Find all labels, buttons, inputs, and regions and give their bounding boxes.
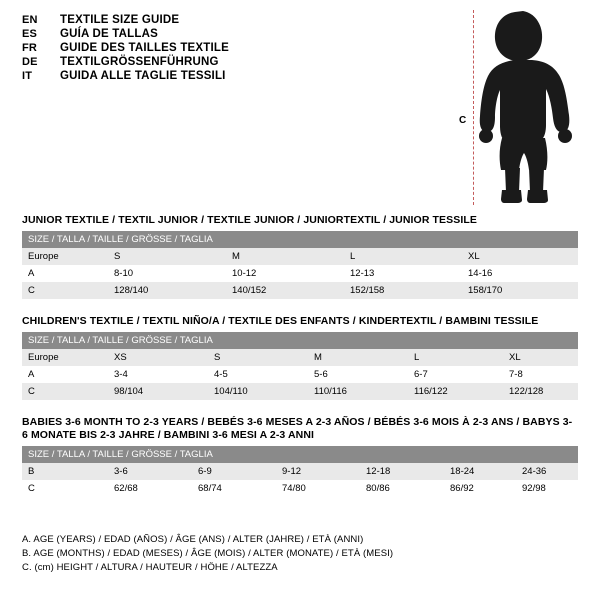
- cell: L: [408, 349, 503, 366]
- table-row: [22, 349, 578, 366]
- row-label: B: [22, 463, 108, 480]
- cell: L: [344, 248, 462, 265]
- row-label: Europe: [22, 248, 108, 265]
- table-header-row: [22, 446, 578, 463]
- cell: 98/104: [108, 383, 208, 400]
- header-row: [22, 28, 442, 40]
- header-title-es: GUÍA DE TALLAS: [60, 28, 158, 40]
- cell: 10-12: [226, 265, 344, 282]
- cell: 152/158: [344, 282, 462, 299]
- header-title-it: GUIDA ALLE TAGLIE TESSILI: [60, 70, 226, 82]
- cell: 110/116: [308, 383, 408, 400]
- cell: 6-7: [408, 366, 503, 383]
- section-babies: [22, 416, 578, 497]
- table-header-row: [22, 231, 578, 248]
- height-guide-line: [473, 10, 474, 205]
- child-figure: [455, 10, 590, 205]
- cell: 24-36: [516, 463, 578, 480]
- cell: M: [308, 349, 408, 366]
- section-children-title: CHILDREN'S TEXTILE / TEXTIL NIÑO/A / TEXTILE DES ENFANTS / KINDERTEXTIL / BAMBINI TESSILE: [22, 315, 539, 327]
- height-measure-label: C: [459, 115, 467, 126]
- header: [22, 14, 442, 84]
- header-title-fr: GUIDE DES TAILLES TEXTILE: [60, 42, 229, 54]
- cell: 12-18: [360, 463, 444, 480]
- table-header-row: [22, 332, 578, 349]
- header-row: [22, 56, 442, 68]
- table-row: [22, 265, 578, 282]
- section-junior: [22, 214, 578, 299]
- header-lang-it: IT: [22, 70, 33, 82]
- children-size-table: [22, 332, 578, 400]
- section-babies-title: BABIES 3-6 MONTH TO 2-3 YEARS / BEBÉS 3-6 MESES A 2-3 AÑOS / BÉBÉS 3-6 MOIS À 2-3 ANS / BABYS 3-6 MONATE BIS 2-3 JAHRE / BAMBINI 3-6 MESI A 2-3 ANNI: [22, 416, 573, 441]
- header-row: [22, 70, 442, 82]
- table-row: [22, 248, 578, 265]
- cell: XS: [108, 349, 208, 366]
- cell: XL: [503, 349, 578, 366]
- cell: 158/170: [462, 282, 578, 299]
- cell: 80/86: [360, 480, 444, 497]
- cell: XL: [462, 248, 578, 265]
- cell: 3-6: [108, 463, 192, 480]
- cell: 104/110: [208, 383, 308, 400]
- cell: 74/80: [276, 480, 360, 497]
- legend-line-a: A. AGE (YEARS) / EDAD (AÑOS) / ÂGE (ANS) / ALTER (JAHRE) / ETÀ (ANNI): [22, 534, 364, 545]
- children-header-label: SIZE / TALLA / TAILLE / GRÖSSE / TAGLIA: [22, 332, 578, 349]
- junior-size-table: [22, 231, 578, 299]
- cell: 86/92: [444, 480, 516, 497]
- cell: 8-10: [108, 265, 226, 282]
- cell: 3-4: [108, 366, 208, 383]
- child-silhouette-icon: [475, 10, 587, 205]
- row-label: C: [22, 282, 108, 299]
- cell: 9-12: [276, 463, 360, 480]
- header-lang-en: EN: [22, 14, 38, 26]
- cell: 18-24: [444, 463, 516, 480]
- legend-line-c: C. (cm) HEIGHT / ALTURA / HAUTEUR / HÖHE / ALTEZZA: [22, 562, 278, 573]
- table-row: [22, 463, 578, 480]
- cell: 5-6: [308, 366, 408, 383]
- header-lang-fr: FR: [22, 42, 38, 54]
- cell: 122/128: [503, 383, 578, 400]
- cell: 140/152: [226, 282, 344, 299]
- cell: 62/68: [108, 480, 192, 497]
- cell: 116/122: [408, 383, 503, 400]
- junior-header-label: SIZE / TALLA / TAILLE / GRÖSSE / TAGLIA: [22, 231, 578, 248]
- header-lang-de: DE: [22, 56, 38, 68]
- legend: [22, 533, 578, 575]
- row-label: C: [22, 383, 108, 400]
- cell: 6-9: [192, 463, 276, 480]
- table-row: [22, 366, 578, 383]
- cell: 4-5: [208, 366, 308, 383]
- cell: 14-16: [462, 265, 578, 282]
- cell: M: [226, 248, 344, 265]
- row-label: Europe: [22, 349, 108, 366]
- row-label: A: [22, 265, 108, 282]
- header-row: [22, 14, 442, 26]
- table-row: [22, 383, 578, 400]
- legend-line-b: B. AGE (MONTHS) / EDAD (MESES) / ÂGE (MOIS) / ALTER (MONATE) / ETÀ (MESI): [22, 548, 394, 559]
- cell: 128/140: [108, 282, 226, 299]
- cell: S: [208, 349, 308, 366]
- babies-size-table: [22, 446, 578, 497]
- table-row: [22, 282, 578, 299]
- header-title-de: TEXTILGRÖSSENFÜHRUNG: [60, 56, 219, 68]
- section-junior-title: JUNIOR TEXTILE / TEXTIL JUNIOR / TEXTILE JUNIOR / JUNIORTEXTIL / JUNIOR TESSILE: [22, 214, 477, 226]
- cell: 12-13: [344, 265, 462, 282]
- section-children: [22, 315, 578, 400]
- table-row: [22, 480, 578, 497]
- row-label: A: [22, 366, 108, 383]
- header-row: [22, 42, 442, 54]
- cell: 92/98: [516, 480, 578, 497]
- header-title-en: TEXTILE SIZE GUIDE: [60, 14, 180, 26]
- cell: 7-8: [503, 366, 578, 383]
- cell: S: [108, 248, 226, 265]
- row-label: C: [22, 480, 108, 497]
- cell: 68/74: [192, 480, 276, 497]
- babies-header-label: SIZE / TALLA / TAILLE / GRÖSSE / TAGLIA: [22, 446, 578, 463]
- header-lang-es: ES: [22, 28, 38, 40]
